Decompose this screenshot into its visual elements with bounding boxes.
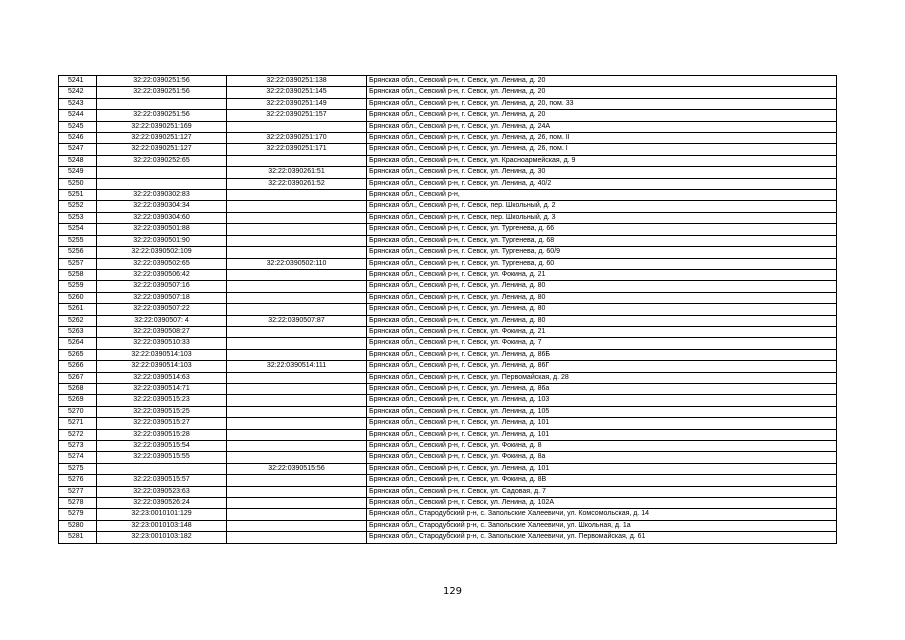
row-number-cell: 5276 [59, 475, 97, 486]
cadastral-number-cell: 32:22:0390515:27 [97, 418, 227, 429]
object-cadastral-number-cell [227, 349, 367, 360]
address-cell: Брянская обл., Севский р-н, г. Севск, ул. Ленина, д. 20 [367, 76, 837, 87]
object-cadastral-number-cell: 32:22:0390251:170 [227, 133, 367, 144]
table-row [59, 258, 837, 269]
object-cadastral-number-cell [227, 201, 367, 212]
address-cell: Брянская обл., Севский р-н, г. Севск, ул. Ленина, д. 40/2 [367, 178, 837, 189]
cadastral-number-cell: 32:22:0390515:57 [97, 475, 227, 486]
cadastral-number-cell: 32:22:0390501:88 [97, 224, 227, 235]
row-number-cell: 5275 [59, 463, 97, 474]
address-cell: Брянская обл., Севский р-н, г. Севск, ул. Ленина, д. 26, пом. II [367, 133, 837, 144]
cadastral-number-cell: 32:23:0010103:182 [97, 532, 227, 543]
object-cadastral-number-cell: 32:22:0390251:138 [227, 76, 367, 87]
address-cell: Брянская обл., Севский р-н, г. Севск, ул. Фокина, д. 8В [367, 475, 837, 486]
cadastral-number-cell: 32:22:0390514:103 [97, 349, 227, 360]
address-cell: Брянская обл., Севский р-н, г. Севск, пер. Школьный, д. 2 [367, 201, 837, 212]
object-cadastral-number-cell [227, 372, 367, 383]
row-number-cell: 5256 [59, 247, 97, 258]
table-row [59, 235, 837, 246]
row-number-cell: 5274 [59, 452, 97, 463]
cadastral-number-cell: 32:22:0390507: 4 [97, 315, 227, 326]
row-number-cell: 5252 [59, 201, 97, 212]
object-cadastral-number-cell [227, 121, 367, 132]
address-cell: Брянская обл., Севский р-н, г. Севск, ул. Ленина, д. 86а [367, 383, 837, 394]
address-cell: Брянская обл., Севский р-н, г. Севск, ул. Тургенева, д. 60/9 [367, 247, 837, 258]
address-cell: Брянская обл., Севский р-н, г. Севск, ул. Тургенева, д. 60 [367, 258, 837, 269]
cadastral-number-cell [97, 178, 227, 189]
row-number-cell: 5261 [59, 304, 97, 315]
cadastral-number-cell: 32:22:0390251:56 [97, 87, 227, 98]
cadastral-number-cell: 32:22:0390502:65 [97, 258, 227, 269]
object-cadastral-number-cell [227, 486, 367, 497]
cadastral-number-cell: 32:22:0390251:169 [97, 121, 227, 132]
table-row [59, 395, 837, 406]
table-row [59, 281, 837, 292]
object-cadastral-number-cell [227, 235, 367, 246]
table-row [59, 121, 837, 132]
cadastral-number-cell: 32:22:0390502:109 [97, 247, 227, 258]
cadastral-number-cell: 32:22:0390251:127 [97, 144, 227, 155]
cadastral-number-cell: 32:22:0390251:56 [97, 110, 227, 121]
address-cell: Брянская обл., Севский р-н, г. Севск, пер. Школьный, д. 3 [367, 212, 837, 223]
cadastral-number-cell: 32:22:0390514:71 [97, 383, 227, 394]
row-number-cell: 5263 [59, 326, 97, 337]
table-row [59, 372, 837, 383]
cadastral-number-cell: 32:22:0390251:127 [97, 133, 227, 144]
row-number-cell: 5278 [59, 498, 97, 509]
cadastral-number-cell: 32:22:0390302:83 [97, 190, 227, 201]
object-cadastral-number-cell: 32:22:0390515:56 [227, 463, 367, 474]
row-number-cell: 5254 [59, 224, 97, 235]
object-cadastral-number-cell: 32:22:0390514:111 [227, 361, 367, 372]
address-cell: Брянская обл., Севский р-н, г. Севск, ул. Ленина, д. 30 [367, 167, 837, 178]
address-cell: Брянская обл., Севский р-н, г. Севск, ул. Ленина, д. 103 [367, 395, 837, 406]
object-cadastral-number-cell: 32:22:0390251:171 [227, 144, 367, 155]
row-number-cell: 5255 [59, 235, 97, 246]
table-row [59, 224, 837, 235]
row-number-cell: 5270 [59, 406, 97, 417]
table-row [59, 349, 837, 360]
row-number-cell: 5277 [59, 486, 97, 497]
table-row [59, 326, 837, 337]
address-cell: Брянская обл., Севский р-н, г. Севск, ул. Тургенева, д. 68 [367, 235, 837, 246]
cadastral-number-cell: 32:22:0390304:34 [97, 201, 227, 212]
object-cadastral-number-cell [227, 498, 367, 509]
row-number-cell: 5243 [59, 98, 97, 109]
object-cadastral-number-cell [227, 326, 367, 337]
object-cadastral-number-cell [227, 452, 367, 463]
row-number-cell: 5281 [59, 532, 97, 543]
table-row [59, 155, 837, 166]
table-row [59, 269, 837, 280]
table-row [59, 498, 837, 509]
row-number-cell: 5250 [59, 178, 97, 189]
table-row [59, 292, 837, 303]
table-row [59, 87, 837, 98]
cadastral-number-cell: 32:23:0010103:148 [97, 520, 227, 531]
cadastral-number-cell: 32:22:0390526:24 [97, 498, 227, 509]
row-number-cell: 5258 [59, 269, 97, 280]
cadastral-number-cell: 32:22:0390501:90 [97, 235, 227, 246]
address-cell: Брянская обл., Севский р-н, г. Севск, ул. Ленина, д. 101 [367, 429, 837, 440]
address-cell: Брянская обл., Севский р-н, г. Севск, ул. Ленина, д. 24А [367, 121, 837, 132]
cadastral-number-cell: 32:22:0390507:22 [97, 304, 227, 315]
object-cadastral-number-cell [227, 509, 367, 520]
cadastral-number-cell: 32:22:0390510:33 [97, 338, 227, 349]
table-row [59, 212, 837, 223]
registry-table [58, 75, 837, 544]
table-row [59, 383, 837, 394]
address-cell: Брянская обл., Севский р-н, г. Севск, ул. Ленина, д. 105 [367, 406, 837, 417]
page-number: 129 [442, 586, 463, 597]
object-cadastral-number-cell: 32:22:0390261:51 [227, 167, 367, 178]
row-number-cell: 5273 [59, 441, 97, 452]
row-number-cell: 5266 [59, 361, 97, 372]
row-number-cell: 5280 [59, 520, 97, 531]
object-cadastral-number-cell: 32:22:0390251:149 [227, 98, 367, 109]
table-row [59, 509, 837, 520]
cadastral-number-cell: 32:22:0390515:54 [97, 441, 227, 452]
row-number-cell: 5264 [59, 338, 97, 349]
address-cell: Брянская обл., Севский р-н, г. Севск, ул. Ленина, д. 20 [367, 87, 837, 98]
table-row [59, 247, 837, 258]
address-cell: Брянская обл., Севский р-н, г. Севск, ул. Ленина, д. 101 [367, 463, 837, 474]
object-cadastral-number-cell [227, 395, 367, 406]
row-number-cell: 5245 [59, 121, 97, 132]
cadastral-number-cell: 32:22:0390251:56 [97, 76, 227, 87]
cadastral-number-cell [97, 98, 227, 109]
object-cadastral-number-cell [227, 406, 367, 417]
table-row [59, 201, 837, 212]
table-row [59, 190, 837, 201]
address-cell: Брянская обл., Севский р-н, г. Севск, ул. Ленина, д. 20 [367, 110, 837, 121]
cadastral-number-cell: 32:22:0390514:63 [97, 372, 227, 383]
address-cell: Брянская обл., Севский р-н, г. Севск, ул. Ленина, д. 101 [367, 418, 837, 429]
table-row [59, 475, 837, 486]
object-cadastral-number-cell: 32:22:0390507:87 [227, 315, 367, 326]
row-number-cell: 5242 [59, 87, 97, 98]
row-number-cell: 5253 [59, 212, 97, 223]
row-number-cell: 5272 [59, 429, 97, 440]
row-number-cell: 5265 [59, 349, 97, 360]
registry-table-container [58, 75, 836, 544]
table-row [59, 429, 837, 440]
row-number-cell: 5247 [59, 144, 97, 155]
address-cell: Брянская обл., Севский р-н, г. Севск, ул. Фокина, д. 7 [367, 338, 837, 349]
object-cadastral-number-cell [227, 441, 367, 452]
object-cadastral-number-cell: 32:22:0390251:157 [227, 110, 367, 121]
table-row [59, 98, 837, 109]
address-cell: Брянская обл., Севский р-н, г. Севск, ул. Ленина, д. 26, пом. I [367, 144, 837, 155]
cadastral-number-cell: 32:23:0010101:129 [97, 509, 227, 520]
row-number-cell: 5268 [59, 383, 97, 394]
object-cadastral-number-cell [227, 247, 367, 258]
row-number-cell: 5251 [59, 190, 97, 201]
row-number-cell: 5259 [59, 281, 97, 292]
table-row [59, 532, 837, 543]
table-row [59, 486, 837, 497]
row-number-cell: 5262 [59, 315, 97, 326]
object-cadastral-number-cell [227, 429, 367, 440]
address-cell: Брянская обл., Севский р-н, [367, 190, 837, 201]
cadastral-number-cell: 32:22:0390515:25 [97, 406, 227, 417]
object-cadastral-number-cell [227, 281, 367, 292]
table-row [59, 178, 837, 189]
cadastral-number-cell: 32:22:0390508:27 [97, 326, 227, 337]
cadastral-number-cell: 32:22:0390514:103 [97, 361, 227, 372]
object-cadastral-number-cell [227, 224, 367, 235]
row-number-cell: 5241 [59, 76, 97, 87]
table-row [59, 315, 837, 326]
cadastral-number-cell: 32:22:0390523:63 [97, 486, 227, 497]
address-cell: Брянская обл., Севский р-н, г. Севск, ул. Ленина, д. 102А [367, 498, 837, 509]
object-cadastral-number-cell [227, 304, 367, 315]
row-number-cell: 5248 [59, 155, 97, 166]
row-number-cell: 5249 [59, 167, 97, 178]
cadastral-number-cell [97, 463, 227, 474]
address-cell: Брянская обл., Стародубский р-н, с. Запольские Халеевичи, ул. Школьная, д. 1а [367, 520, 837, 531]
row-number-cell: 5271 [59, 418, 97, 429]
address-cell: Брянская обл., Севский р-н, г. Севск, ул. Ленина, д. 80 [367, 292, 837, 303]
address-cell: Брянская обл., Севский р-н, г. Севск, ул. Первомайская, д. 28 [367, 372, 837, 383]
table-row [59, 463, 837, 474]
address-cell: Брянская обл., Севский р-н, г. Севск, ул. Фокина, д. 21 [367, 326, 837, 337]
table-row [59, 520, 837, 531]
object-cadastral-number-cell [227, 292, 367, 303]
address-cell: Брянская обл., Севский р-н, г. Севск, ул. Тургенева, д. 66 [367, 224, 837, 235]
object-cadastral-number-cell [227, 475, 367, 486]
row-number-cell: 5279 [59, 509, 97, 520]
cadastral-number-cell [97, 167, 227, 178]
address-cell: Брянская обл., Стародубский р-н, с. Запольские Халеевичи, ул. Комсомольская, д. 14 [367, 509, 837, 520]
object-cadastral-number-cell [227, 269, 367, 280]
object-cadastral-number-cell [227, 190, 367, 201]
address-cell: Брянская обл., Севский р-н, г. Севск, ул. Ленина, д. 86Г [367, 361, 837, 372]
object-cadastral-number-cell [227, 383, 367, 394]
object-cadastral-number-cell [227, 212, 367, 223]
table-row [59, 167, 837, 178]
table-row [59, 133, 837, 144]
address-cell: Брянская обл., Севский р-н, г. Севск, ул. Ленина, д. 80 [367, 281, 837, 292]
cadastral-number-cell: 32:22:0390515:55 [97, 452, 227, 463]
address-cell: Брянская обл., Севский р-н, г. Севск, ул. Ленина, д. 80 [367, 304, 837, 315]
cadastral-number-cell: 32:22:0390515:23 [97, 395, 227, 406]
address-cell: Брянская обл., Севский р-н, г. Севск, ул. Красноармейская, д. 9 [367, 155, 837, 166]
table-row [59, 304, 837, 315]
object-cadastral-number-cell: 32:22:0390502:110 [227, 258, 367, 269]
row-number-cell: 5244 [59, 110, 97, 121]
table-row [59, 144, 837, 155]
table-row [59, 452, 837, 463]
address-cell: Брянская обл., Севский р-н, г. Севск, ул. Фокина, д. 8а [367, 452, 837, 463]
cadastral-number-cell: 32:22:0390506:42 [97, 269, 227, 280]
address-cell: Брянская обл., Севский р-н, г. Севск, ул. Ленина, д. 20, пом. 33 [367, 98, 837, 109]
address-cell: Брянская обл., Севский р-н, г. Севск, ул. Фокина, д. 21 [367, 269, 837, 280]
table-row [59, 441, 837, 452]
address-cell: Брянская обл., Севский р-н, г. Севск, ул. Садовая, д. 7 [367, 486, 837, 497]
table-row [59, 406, 837, 417]
row-number-cell: 5246 [59, 133, 97, 144]
object-cadastral-number-cell [227, 338, 367, 349]
table-row [59, 361, 837, 372]
registry-table-body [59, 76, 837, 544]
table-row [59, 338, 837, 349]
row-number-cell: 5257 [59, 258, 97, 269]
object-cadastral-number-cell: 32:22:0390251:145 [227, 87, 367, 98]
table-row [59, 418, 837, 429]
address-cell: Брянская обл., Севский р-н, г. Севск, ул. Ленина, д. 80 [367, 315, 837, 326]
address-cell: Брянская обл., Стародубский р-н, с. Запольские Халеевичи, ул. Первомайская, д. 61 [367, 532, 837, 543]
table-row [59, 76, 837, 87]
row-number-cell: 5260 [59, 292, 97, 303]
object-cadastral-number-cell [227, 418, 367, 429]
object-cadastral-number-cell: 32:22:0390261:52 [227, 178, 367, 189]
cadastral-number-cell: 32:22:0390304:60 [97, 212, 227, 223]
cadastral-number-cell: 32:22:0390515:28 [97, 429, 227, 440]
object-cadastral-number-cell [227, 532, 367, 543]
address-cell: Брянская обл., Севский р-н, г. Севск, ул. Ленина, д. 86Б [367, 349, 837, 360]
row-number-cell: 5267 [59, 372, 97, 383]
table-row [59, 110, 837, 121]
cadastral-number-cell: 32:22:0390252:65 [97, 155, 227, 166]
address-cell: Брянская обл., Севский р-н, г. Севск, ул. Фокина, д. 8 [367, 441, 837, 452]
object-cadastral-number-cell [227, 520, 367, 531]
row-number-cell: 5269 [59, 395, 97, 406]
cadastral-number-cell: 32:22:0390507:18 [97, 292, 227, 303]
cadastral-number-cell: 32:22:0390507:16 [97, 281, 227, 292]
object-cadastral-number-cell [227, 155, 367, 166]
